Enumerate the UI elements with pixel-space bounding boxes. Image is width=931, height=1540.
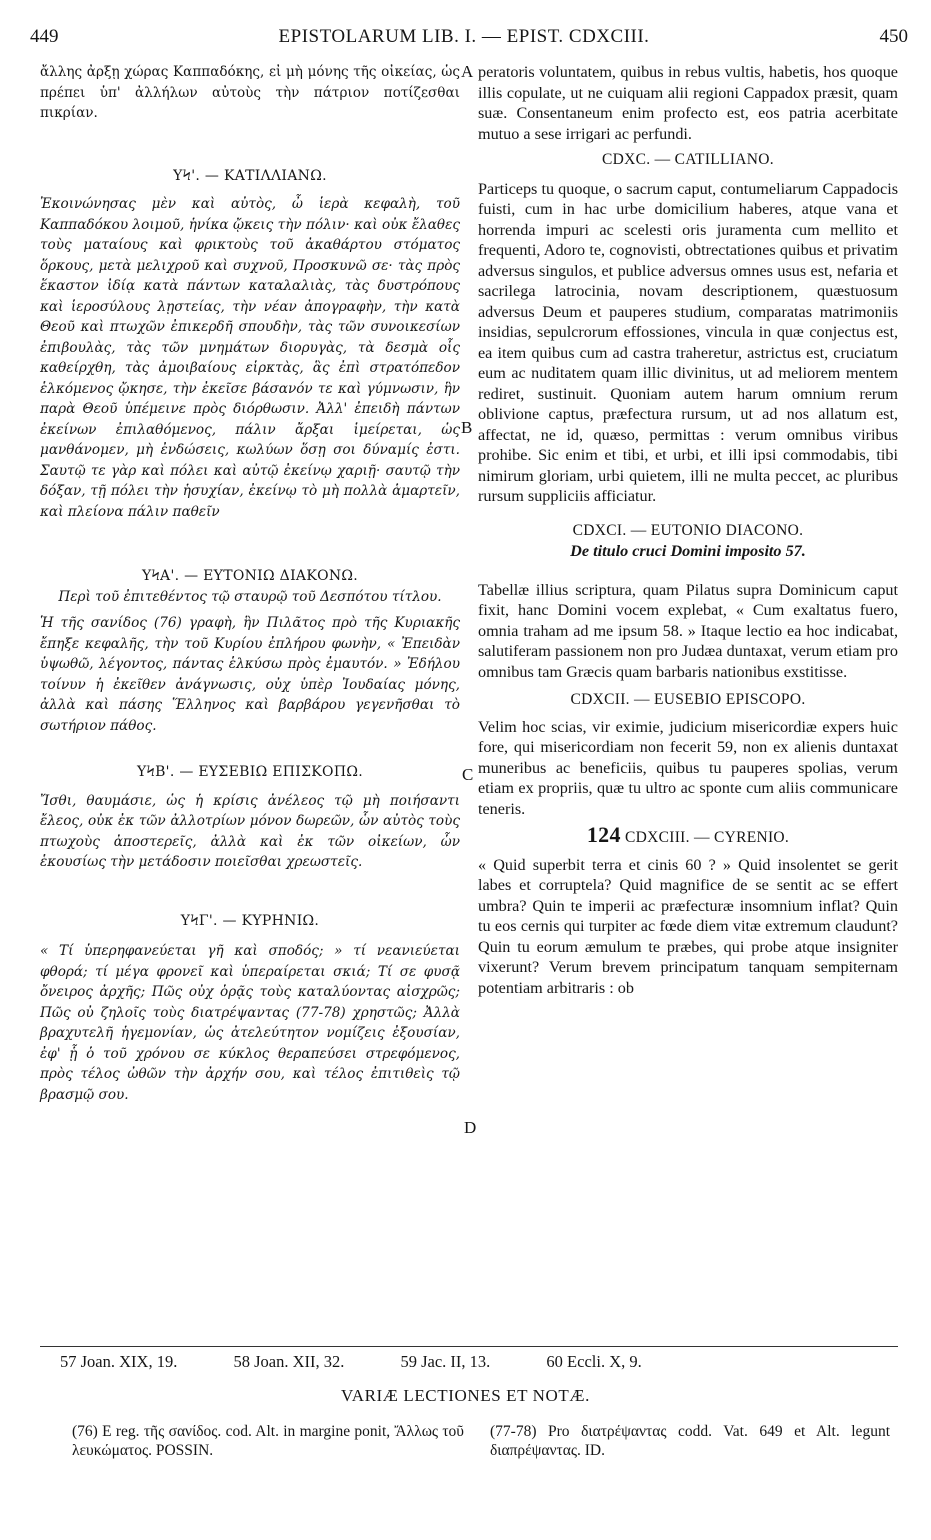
running-header bbox=[20, 26, 908, 52]
margin-letter-d: D bbox=[464, 1118, 477, 1137]
greek-column bbox=[40, 62, 460, 1105]
variae-lectiones-title: VARIÆ LECTIONES ET NOTÆ. bbox=[341, 1386, 590, 1405]
greek-letter-393: « Τί ὑπερηφανεύεται γῆ καὶ σποδός; » τί νεανιεύεται φθορά; τί μέγα φρονεῖ καὶ ὑπεραίρεται σκιά; Τί σε φυσᾷ ὄνειρος ἀρχῆς; Πῶς οὐχ ὁρᾷς τοὺς καταλύοντας αἰσχρῶς; Πῶς οὐ ζηλοῖς τοὺς διατρέψαντας (77-78) χρηστῶς; Ἀλλὰ βραχυτελῆ ἡγεμονίαν, ὡς ἀτελεύτητον νομίζεις ἐξουσίαν, ἐφ' ᾗ ὁ τοῦ χρόνου σε κύκλος θεραπεύσει στρεφόμενος, πρὸς τέλος ὠθῶν τὴν ἀρχήν σου, καὶ τέλος ἐπιτιθεὶς τῷ βρασμῷ σου. bbox=[40, 943, 460, 1103]
latin-heading-393-text: CDXCIII. — CYRENIO. bbox=[624, 829, 790, 846]
page-number-right: 450 bbox=[879, 26, 908, 47]
latin-column bbox=[478, 62, 898, 998]
margin-letter-b: B bbox=[461, 418, 473, 437]
greek-heading-393: ΥϞΓ'. — ΚΥΡΗΝΙΩ. bbox=[180, 912, 320, 929]
page-number-left: 449 bbox=[30, 26, 59, 47]
footnote-60: 60 Eccli. X, 9. bbox=[546, 1352, 642, 1371]
latin-heading-391: CDXCI. — EUTONIO DIACONO. bbox=[572, 521, 804, 539]
running-title: EPISTOLARUM LIB. I. — EPIST. CDXCIII. bbox=[278, 26, 650, 47]
greek-letter-391: Ἡ τῆς σανίδος (76) γραφὴ, ἣν Πιλᾶτος πρὸ τῆς Κυριακῆς ἔπηξε κεφαλῆς, τὴν τοῦ Κυρίου ἐπλήρου φωνὴν, « Ἐπειδὰν ὑψωθῶ, λέγοντος, πάντας ἑλκύσω πρὸς ἐμαυτόν. » Ἐδήλου τοίνυν ἡ ἐκεῖθεν ἀνάγνωσις, οὐχ ὑπὲρ Ἰουδαίας μόνης, ἀλλὰ καὶ πάσης Ἕλληνος καὶ βαρβάρου γεγενῆσθαι τὸ σωτήριον πάθος. bbox=[40, 615, 460, 734]
variant-note-77-78: (77-78) Pro διατρέψαντας codd. Vat. 649 et Alt. legunt διαπρέψαντας. ID. bbox=[490, 1423, 890, 1459]
footnote-divider bbox=[40, 1346, 898, 1347]
latin-subtitle-391: De titulo cruci Domini imposito 57. bbox=[570, 542, 806, 560]
greek-heading-390: ΥϞ'. — ΚΑΤΙΛΛΙΑΝΩ. bbox=[173, 167, 327, 184]
latin-letter-392: Velim hoc scias, vir eximie, judicium misericordiæ expers huic fore, qui misericordiam non fecerit 59, non ex alienis duntaxat muneribus ac beneficiis, quibus tu pauperes spolias, verum etiam ex propriis, quæ tu ultro ac sponte cum aliis communicare teneris. bbox=[478, 717, 898, 818]
footnote-59: 59 Jac. II, 13. bbox=[400, 1352, 491, 1371]
latin-intro: peratoris voluntatem, quibus in rebus vultis, habetis, hos quoque illis copulate, ut ne cuiquam alii regioni Cappadox præsit, quam suæ. Consentaneum enim profecto est, eos patria acerbitate mutuo a sese irrigari ac perfundi. bbox=[478, 63, 898, 143]
margin-letter-a: A bbox=[461, 62, 474, 81]
footnote-57: 57 Joan. XIX, 19. bbox=[60, 1352, 178, 1371]
latin-letter-391: Tabellæ illius scriptura, quam Pilatus supra Dominicum caput fixit, hanc Domini vocem explebat, « Cum exaltatus fuero, omnia traham ad me ipsum 58. » Itaque lectio ea hoc indicabat, salutiferam passionem non pro Judæa duntaxat, verum etiam pro omnibus tam Græcis quam barbaris nationibus exstitisse. bbox=[478, 580, 898, 681]
scripture-footnotes bbox=[60, 1352, 900, 1372]
greek-subtitle-391: Περὶ τοῦ ἐπιτεθέντος τῷ σταυρῷ τοῦ Δεσπότου τίτλου. bbox=[58, 588, 442, 605]
latin-letter-393: « Quid superbit terra et cinis 60 ? » Quid insolentet se gerit labes et corruptela? Quid magnifice de se sentit ac se effert umbra? Quin te imperii ac præfecturæ insomnium inflat? Quin tu eos cernis qui turpiter ac fœde diem vitæ extremum claudunt? Quin tu eorum æmulum te præbes, qui probe atque insigniter vixerunt? Verum brevem principatum tanquam sempiternam potentiam arbitraris : ob bbox=[478, 855, 898, 997]
greek-heading-391: ΥϞΑ'. — ΕΥΤΟΝΙΩ ΔΙΑΚΟΝΩ. bbox=[141, 568, 359, 584]
latin-letter-390: Particeps tu quoque, o sacrum caput, contumeliarum Cappadocis fuisti, cum in hac urbe domicilium haberes, atque vana et horrenda impuri ac scelesti oris juramenta cum mellito et frequenti, Adoro te, cognovisti, obtrectationes quibus et privatim adversus singulos, et publice adversus omnes usus est, nefaria et sacrilega latrocinia, novam descriptionem, quæstuosum adversus Deum et pauperes studium, comparatas matrimoniis insidias, sepulcrorum effossiones, vincula in quæ conjectus est, ea item quibus cum ad castra traheretur, astrictus est, cruciatum eum ac nuditatem quam illic divinitus, ut ad meliorem mentem rediret, sustinuit. Quoniam autem harum omnium rerum oblivione captus, præfectura rursum, ut ad nos allatum est, affectat, ne id, quæso, permittas : verum omnibus viribus prohibe. Sic enim et tibi, et urbi, et illi ipsi commodabis, tibi nimirum gloriam, urbi quietem, illi ne multa peccet, ac pluribus rursum suppliciis afficiatur. bbox=[478, 179, 898, 505]
greek-intro: ἄλλης ἀρξῃ χώρας Καππαδόκης, εἰ μὴ μόνης τῆς οἰκείας, ὡς πρέπει ὑπ' ἀλλήλων αὐτοὺς τὴν πάτριον ποτίζεσθαι πικρίαν. bbox=[40, 64, 460, 121]
greek-letter-392: Ἴσθι, θαυμάσιε, ὡς ἡ κρίσις ἀνέλεος τῷ μὴ ποιήσαντι ἔλεος, οὐκ ἐκ τῶν ἀλλοτρίων μόνον δωρεῶν, ὧν αὐτὸς τοὺς πτωχοὺς ἀποστερεῖς, ἀλλὰ καὶ ἐκ τῶν οἰκείων, ὧν ἑκουσίως τὴν μετάδοσιν ποιεῖσθαι χρεωστεῖς. bbox=[40, 792, 460, 870]
greek-heading-392: ΥϞΒ'. — ΕΥΣΕΒΙΩ ΕΠΙΣΚΟΠΩ. bbox=[136, 764, 363, 780]
latin-heading-390: CDXC. — CATILLIANO. bbox=[602, 151, 774, 168]
margin-letter-c: C bbox=[462, 765, 474, 784]
footnote-58: 58 Joan. XII, 32. bbox=[233, 1352, 345, 1371]
variant-note-76: (76) E reg. τῆς σανίδος. cod. Alt. in margine ponit, Ἄλλως τοῦ λευκώματος. POSSIN. bbox=[72, 1423, 464, 1459]
column-number: 124 bbox=[586, 822, 621, 847]
greek-letter-390: Ἐκοινώνησας μὲν καὶ αὐτὸς, ὦ ἱερὰ κεφαλὴ, τοῦ Καππαδόκου λοιμοῦ, ἡνίκα ᾤκεις τὴν πόλιν· καὶ οὐκ ἔλαθες τοὺς ματαίους καὶ φρικτοὺς τοῦ ἀκαθάρτου στόματος ὅρκους, μετὰ μελιχροῦ καὶ συχνοῦ, Προσκυνῶ σε· τὰς πρὸς ἕκαστον ἰδίᾳ κατὰ πάντων καταλαλιὰς, τὰς δυστρόπους καὶ ἱεροσύλους λῃστείας, τὴν νέαν ἀπογραφὴν, τὴν κατὰ Θεοῦ καὶ πτωχῶν ἐπικερδῆ σπουδὴν, τὰς τῶν συνοικεσίων ἐπιβουλὰς, τὰς τῶν μνημάτων διορυγὰς, τὰ δεσμὰ οἷς καθείρχθη, τὰς ἀμοιβαίους εἱρκτὰς, ἃς ἐπὶ στρατόπεδον ἑλκόμενος ᾤκησε, τὴν ἐκεῖσε βάσανόν τε καὶ γύμνωσιν, ἣν παρὰ Θεοῦ ὑπέμεινε πρὸς διόρθωσιν. Ἀλλ' ἐπειδὴ πάντων ἐκείνων ἐπιλαθόμενος, πάλιν ἄρξαι ἱμείρεται, ὡς μανθάνομεν, μὴ ἐνδώσεις, κωλύων ὅσῃ σοι δύναμίς ἐστι. Σαυτῷ τε γὰρ καὶ πόλει καὶ αὐτῷ ἐκείνῳ χαριῇ· σαυτῷ τὴν δόξαν, τῇ πόλει τὴν ἡσυχίαν, ἐκείνῳ τὸ μὴ πολλὰ ἁμαρτεῖν, καὶ πλείονα πάλιν παθεῖν bbox=[40, 196, 460, 520]
latin-heading-392: CDXCII. — EUSEBIO EPISCOPO. bbox=[570, 691, 806, 708]
latin-heading-393 bbox=[478, 822, 898, 849]
